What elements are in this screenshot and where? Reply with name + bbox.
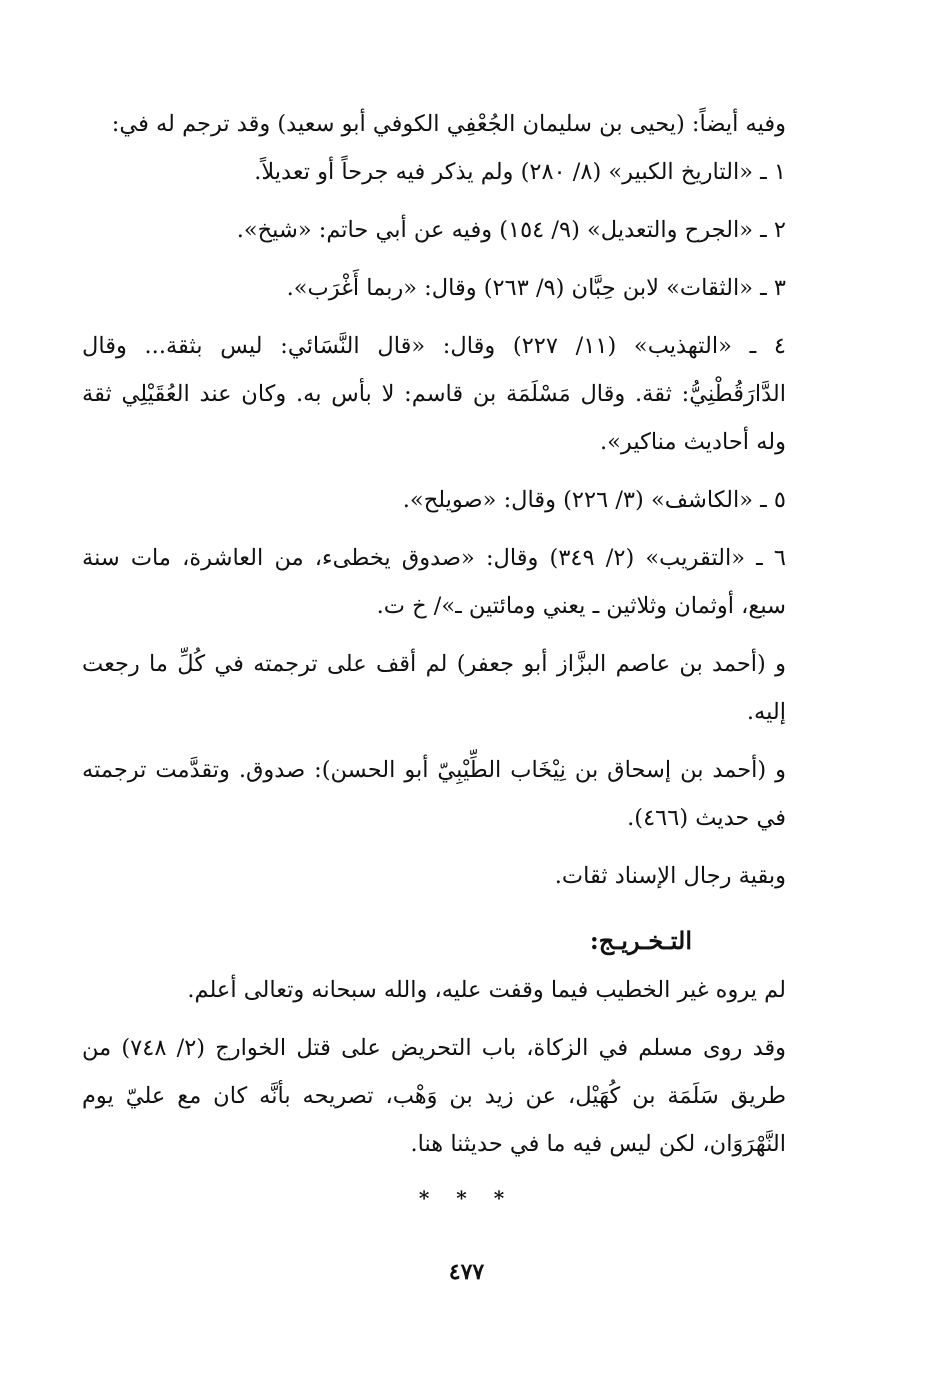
paragraph-muslim: وقد روى مسلم في الزكاة، باب التحريض على قتل الخوارج (٢/ ٧٤٨) من طريق سَلَمَة بن كُهَيْل، عن زيد بن وَهْب، تصريحه بأنَّه كان مع عليّ يوم النَّهْرَوَان، لكن ليس فيه ما في حديثنا هنا. (82, 1035, 786, 1157)
paragraph-remaining-narrators: وبقية رجال الإسناد ثقات. (554, 863, 786, 889)
section-heading-takhrij: التـخـريـج: (589, 926, 692, 955)
list-item-1: ١ ـ «التاريخ الكبير» (٨/ ٢٨٠) ولم يذكر فيه جرحاً أو تعديلاً. (254, 159, 786, 185)
separator-stars: * * * (418, 1186, 515, 1210)
paragraph-khatib: لم يروه غير الخطيب فيما وقفت عليه، والله سبحانه وتعالى أعلم. (187, 977, 786, 1003)
page-number: ٤٧٧ (448, 1259, 485, 1285)
list-item-6: ٦ ـ «التقريب» (٢/ ٣٤٩) وقال: «صدوق يخطىء، من العاشرة، مات سنة سبع، أوثمان وثلاثين ـ يعني ومائتين ـ»/ خ ت. (82, 545, 787, 619)
intro-line: وفيه أيضاً: (يحيى بن سليمان الجُعْفِي الكوفي أبو سعيد) وقد ترجم له في: (111, 111, 786, 137)
page-body (82, 100, 834, 1168)
paragraph-ahmad-ishaq: و (أحمد بن إسحاق بن نِيْخَاب الطِّيْبِيّ أبو الحسن): صدوق. وتقدَّمت ترجمته في حديث (٤٦٦). (82, 757, 786, 831)
list-item-2: ٢ ـ «الجرح والتعديل» (٩/ ١٥٤) وفيه عن أبي حاتم: «شيخ». (236, 217, 786, 243)
paragraph-ahmad-asim: و (أحمد بن عاصم البزَّاز أبو جعفر) لم أقف على ترجمته في كُلِّ ما رجعت إليه. (82, 651, 786, 725)
list-item-3: ٣ ـ «الثقات» لابن حِبَّان (٩/ ٢٦٣) وقال: «ربما أَغْرَب». (286, 275, 786, 301)
list-item-5: ٥ ـ «الكاشف» (٣/ ٢٢٦) وقال: «صويلح». (402, 487, 786, 513)
list-item-4: ٤ ـ «التهذيب» (١١/ ٢٢٧) وقال: «قال النَّسَائي: ليس بثقة... وقال الدَّارَقُطْنِيُّ: ثقة. وقال مَسْلَمَة بن قاسم: لا بأس به. وكان عند العُقَيْلِي ثقة وله أحاديث مناكير». (82, 333, 786, 455)
